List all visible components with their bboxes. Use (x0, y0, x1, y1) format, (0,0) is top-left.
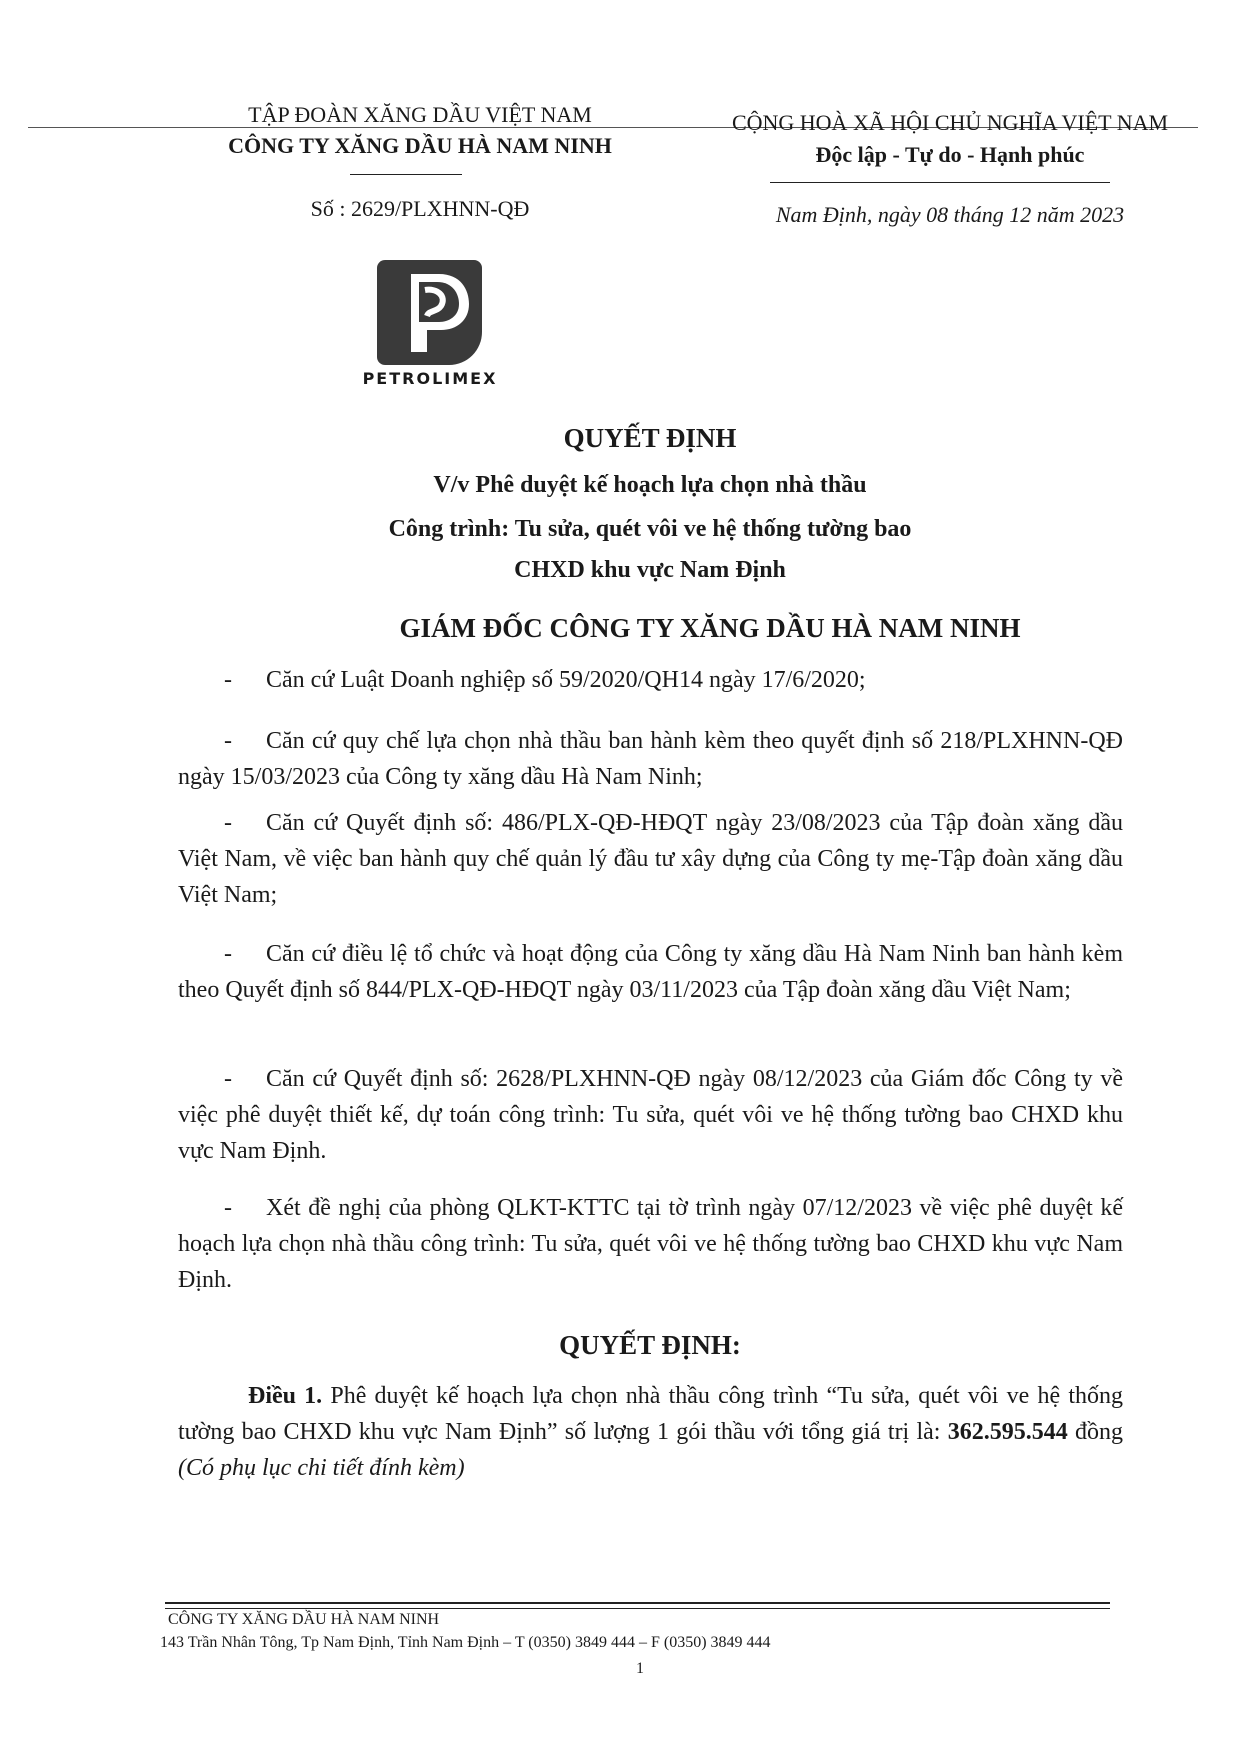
footer-company: CÔNG TY XĂNG DẦU HÀ NAM NINH (168, 1611, 440, 1628)
basis-item-3: - Căn cứ Quyết định số: 486/PLX-QĐ-HĐQT ngày 23/08/2023 của Tập đoàn xăng dầu Việt Nam, về việc ban hành quy chế quản lý đầu tư xây dựng của Công ty mẹ-Tập đoàn xăng dầu Việt Nam; (178, 810, 1123, 908)
authority-heading: GIÁM ĐỐC CÔNG TY XĂNG DẦU HÀ NAM NINH (399, 613, 1021, 643)
subject-line-2: Công trình: Tu sửa, quét vôi ve hệ thống tường bao (388, 516, 912, 542)
basis-item-2: - Căn cứ quy chế lựa chọn nhà thầu ban hành kèm theo quyết định số 218/PLXHNN-QĐ ngày 15/03/2023 của Công ty xăng dầu Hà Nam Ninh; (178, 728, 1123, 790)
article-1-text: Phê duyệt kế hoạch lựa chọn nhà thầu công trình “Tu sửa, quét vôi ve hệ thống tường bao CHXD khu vực Nam Định” số lượng 1 gói thầu với tổng giá trị là: (178, 1383, 1124, 1445)
basis-item-1: - Căn cứ Luật Doanh nghiệp số 59/2020/QH14 ngày 17/6/2020; (224, 667, 866, 693)
article-1-label: Điều 1. (248, 1383, 323, 1409)
petrolimex-logo-icon (377, 260, 482, 365)
page-number: 1 (636, 1660, 644, 1677)
header-right-line1: CỘNG HOÀ XÃ HỘI CHỦ NGHĨA VIỆT NAM (731, 110, 1169, 135)
footer-rule-top (165, 1602, 1110, 1604)
header-left-line2: CÔNG TY XĂNG DẦU HÀ NAM NINH (228, 133, 612, 158)
footer-address: 143 Trần Nhân Tông, Tp Nam Định, Tỉnh Nam Định – T (0350) 3849 444 – F (0350) 3849 444 (160, 1634, 771, 1651)
article-1 (178, 1378, 1123, 1486)
subject-line-3: CHXD khu vực Nam Định (514, 557, 786, 583)
document-number: Số : 2629/PLXHNN-QĐ (310, 196, 530, 221)
basis-item-6: - Xét đề nghị của phòng QLKT-KTTC tại tờ trình ngày 07/12/2023 về việc phê duyệt kế hoạch lựa chọn nhà thầu công trình: Tu sửa, quét vôi ve hệ thống tường bao CHXD khu vực Nam Định. (178, 1195, 1123, 1293)
decision-heading: QUYẾT ĐỊNH: (559, 1330, 741, 1360)
header-left-underline (350, 174, 462, 175)
article-1-unit: đồng (1075, 1419, 1124, 1445)
basis-item-4: - Căn cứ điều lệ tổ chức và hoạt động của Công ty xăng dầu Hà Nam Ninh ban hành kèm theo Quyết định số 844/PLX-QĐ-HĐQT ngày 03/11/2023 của Tập đoàn xăng dầu Việt Nam; (178, 941, 1123, 1003)
document-date: Nam Định, ngày 08 tháng 12 năm 2023 (775, 202, 1125, 227)
subject-line-1: V/v Phê duyệt kế hoạch lựa chọn nhà thầu (433, 472, 867, 498)
document-title: QUYẾT ĐỊNH (563, 423, 737, 453)
header-left-line1: TẬP ĐOÀN XĂNG DẦU VIỆT NAM (248, 102, 592, 127)
header-right-underline (770, 182, 1110, 183)
footer-rule-bottom (165, 1608, 1110, 1609)
basis-item-5: - Căn cứ Quyết định số: 2628/PLXHNN-QĐ ngày 08/12/2023 của Giám đốc Công ty về việc phê duyệt thiết kế, dự toán công trình: Tu sửa, quét vôi ve hệ thống tường bao CHXD khu vực Nam Định. (178, 1066, 1123, 1164)
logo-text: PETROLIMEX (362, 369, 498, 388)
article-1-note: (Có phụ lục chi tiết đính kèm) (178, 1455, 465, 1481)
header-right-motto: Độc lập - Tự do - Hạnh phúc (815, 142, 1085, 167)
article-1-amount: 362.595.544 (947, 1419, 1068, 1445)
